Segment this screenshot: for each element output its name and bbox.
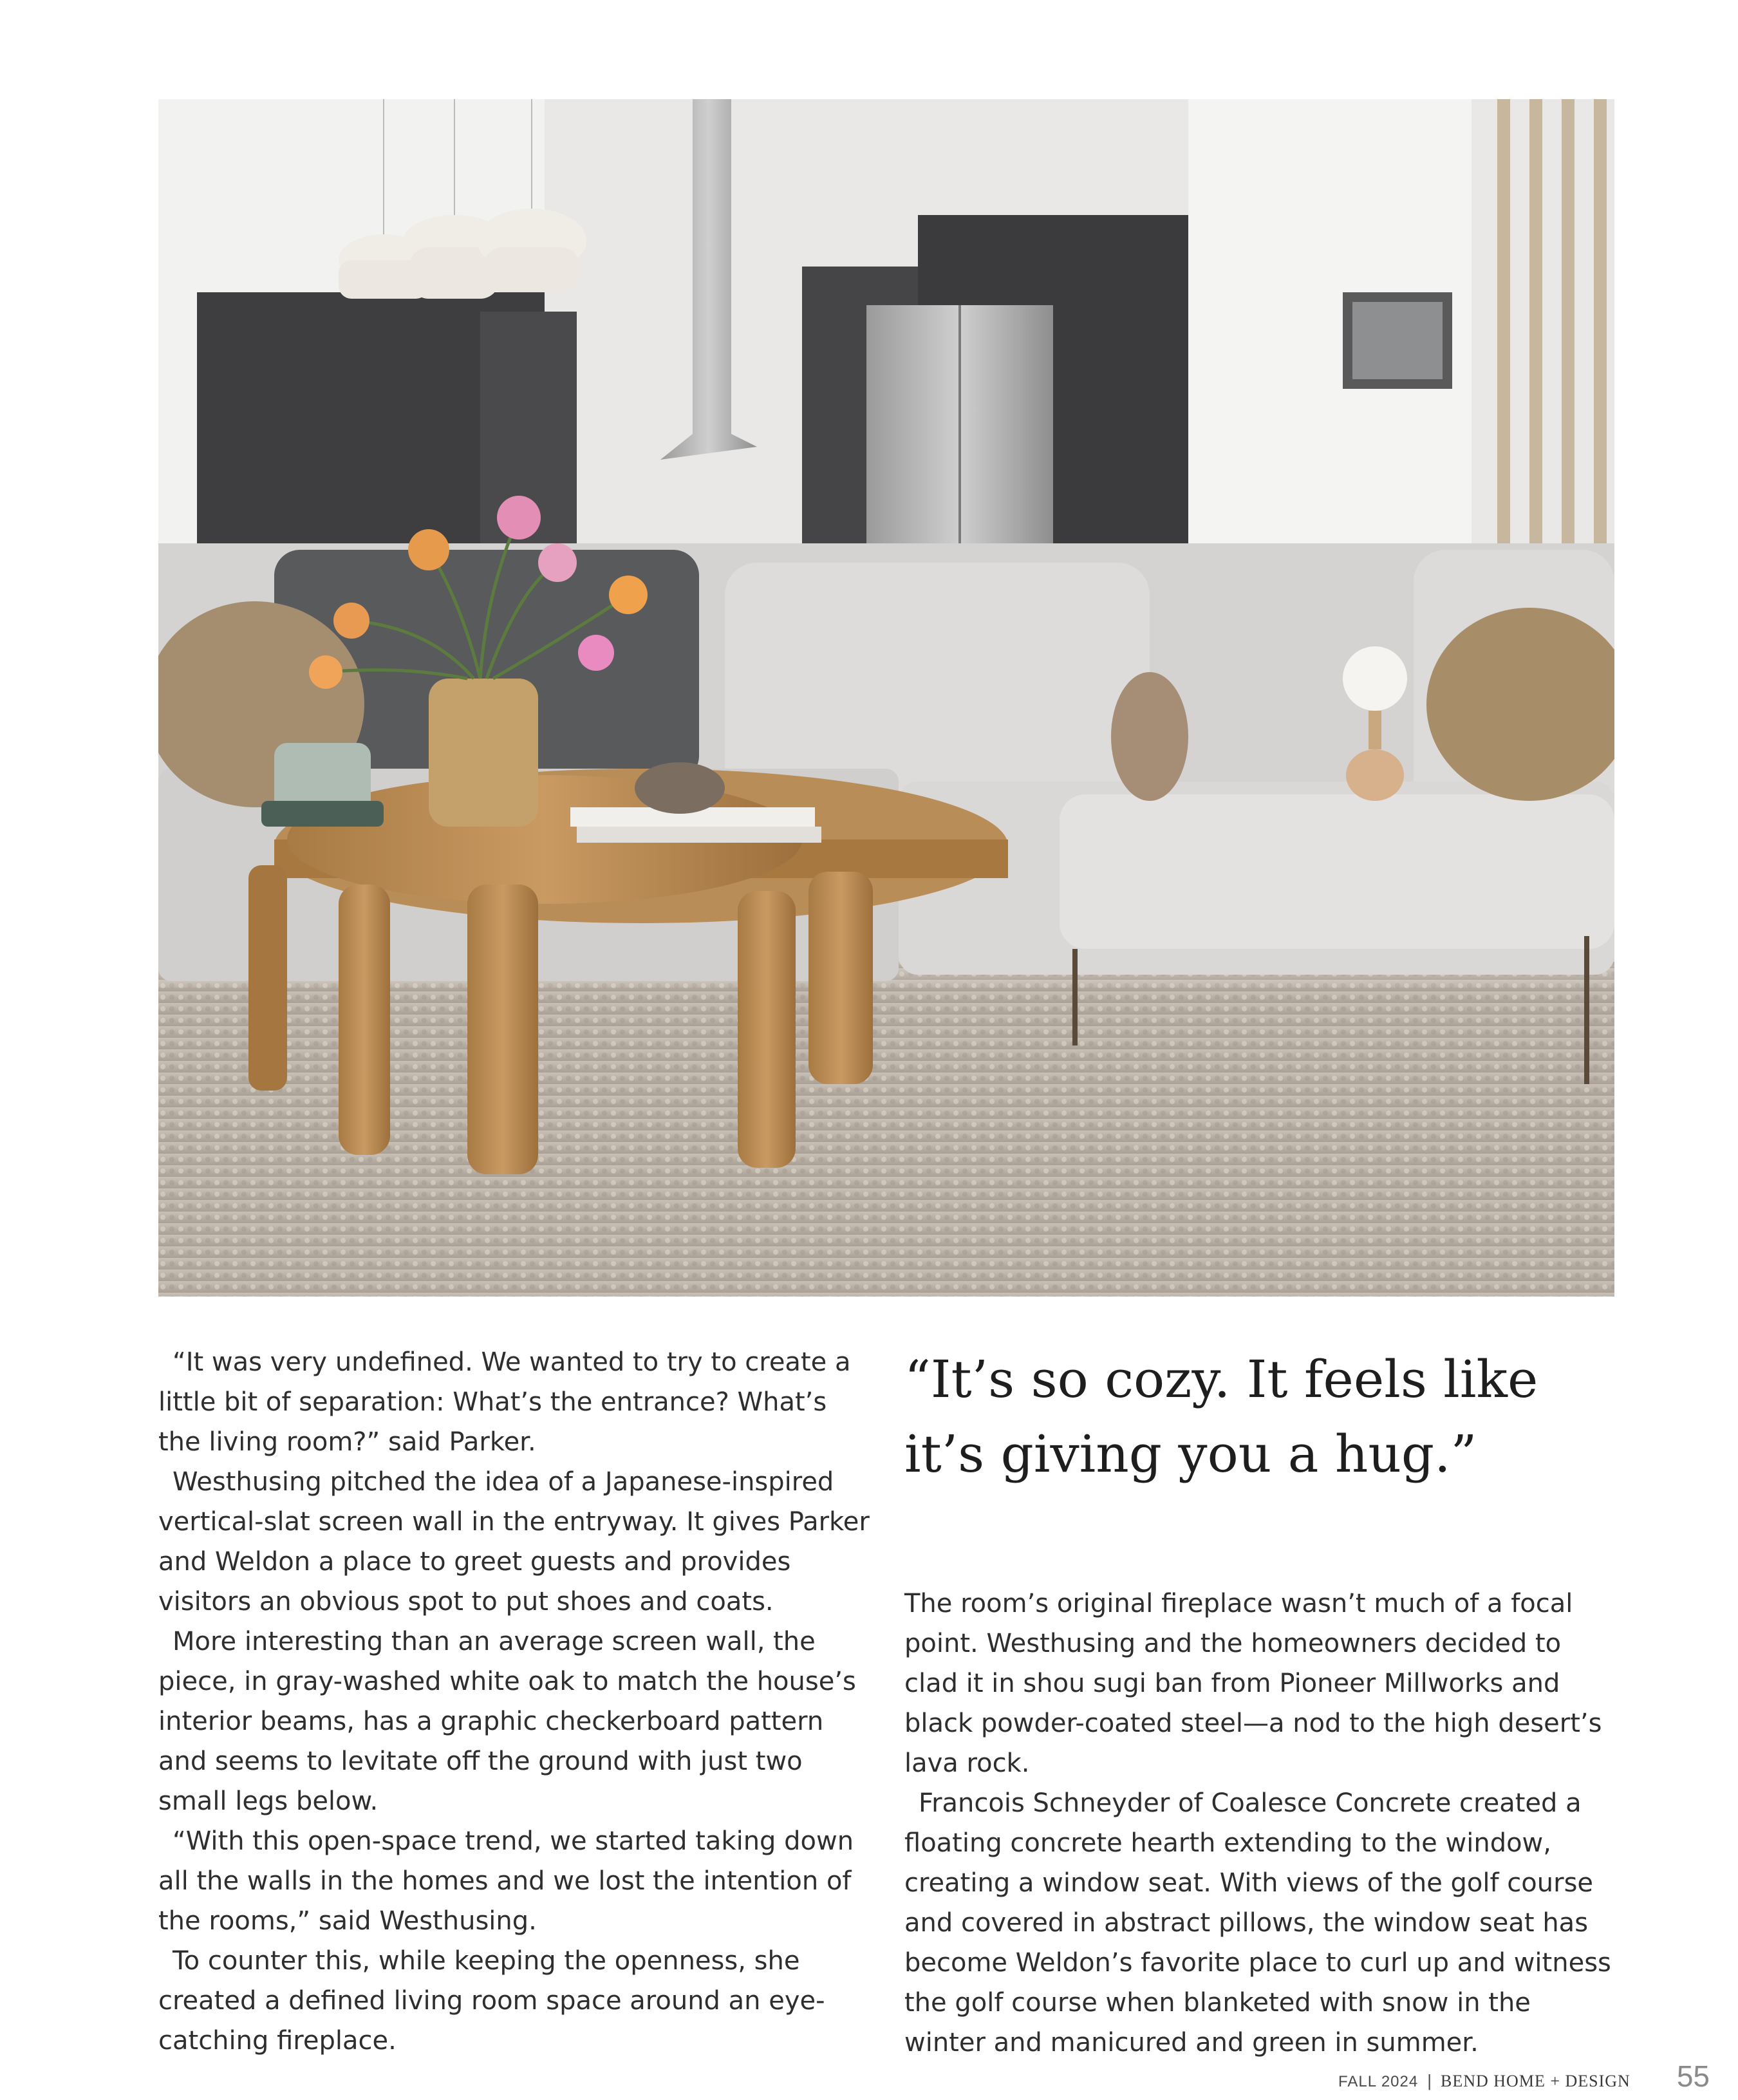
paragraph: More interesting than an average screen wall, the piece, in gray-washed white oak to match the house’s interior beams, has a graphic checkerboard pattern and seems to levitate off the ground with just two small legs below. [158, 1627, 856, 1816]
left-column [158, 1342, 876, 2061]
pull-quote [904, 1342, 1612, 1492]
issue-label: FALL 2024 [1338, 2073, 1419, 2090]
right-column [904, 1584, 1616, 2063]
magazine-name: BEND HOME + DESIGN [1441, 2072, 1631, 2090]
article-photo [158, 99, 1614, 1297]
folio-separator: | [1427, 2071, 1432, 2090]
paragraph: “It was very undefined. We wanted to try to create a little bit of separation: What’s the entrance? What’s the living room?” said Parker. [158, 1347, 851, 1457]
paragraph: Westhusing pitched the idea of a Japanese-inspired vertical-slat screen wall in the entryway. It gives Parker and Weldon a place to greet guests and provides visitors an obvious spot to put shoes and coats. [158, 1467, 870, 1617]
page-footer [1338, 2059, 1710, 2091]
paragraph: Francois Schneyder of Coalesce Concrete created a floating concrete hearth extending to the window, creating a window seat. With views of the golf course and covered in abstract pillows, the window seat has become Weldon’s favorite place to curl up and witness the golf course when blanketed with snow in the winter and manicured and green in summer. [904, 1788, 1611, 2058]
paragraph: “With this open-space trend, we started taking down all the walls in the homes and we lost the intention of the rooms,” said Westhusing. [158, 1826, 854, 1936]
page-number: 55 [1676, 2059, 1710, 2093]
paragraph: The room’s original fireplace wasn’t much of a focal point. Westhusing and the homeowners decided to clad it in shou sugi ban from Pioneer Millworks and black powder-coated steel—a nod to the high desert’s lava rock. [904, 1589, 1602, 1778]
pull-quote-line: “It’s so cozy. It feels like [904, 1349, 1538, 1409]
pull-quote-line: it’s giving you a hug.” [904, 1424, 1477, 1484]
paragraph: To counter this, while keeping the openness, she created a defined living room space around an eye-catching fireplace. [158, 1946, 825, 2056]
